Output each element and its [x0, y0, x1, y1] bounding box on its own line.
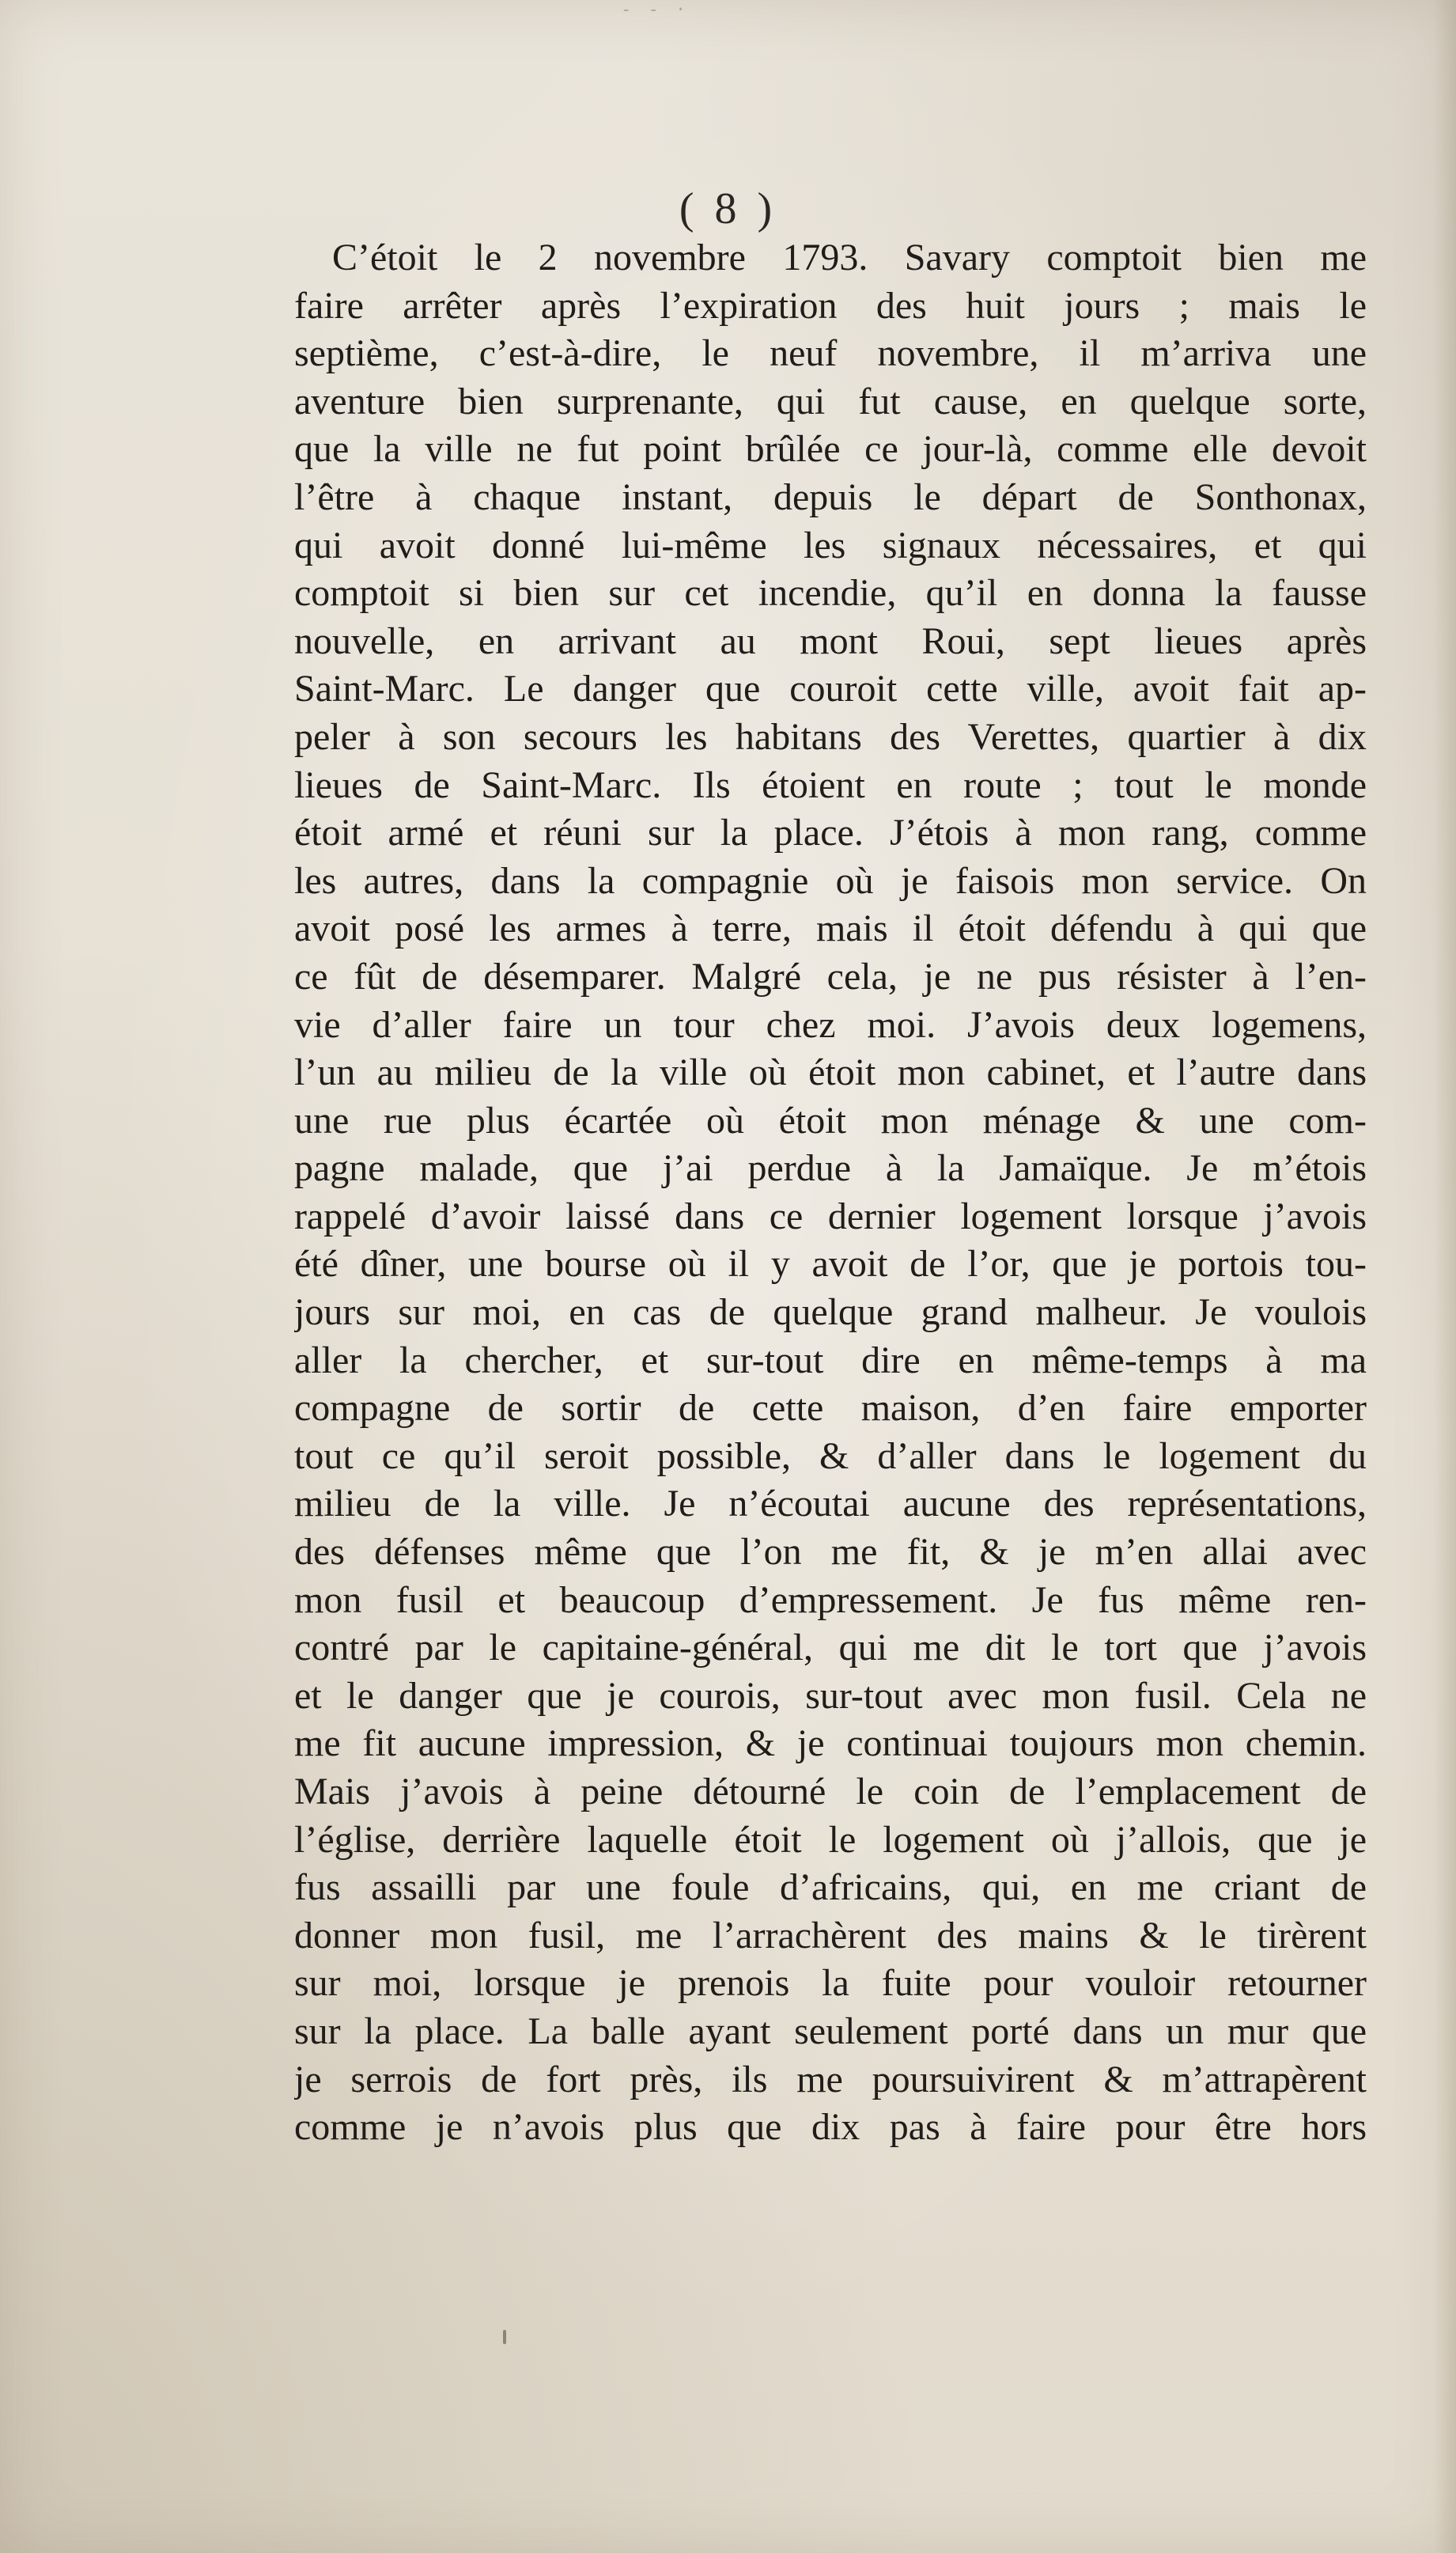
- ink-speck: [503, 2330, 506, 2344]
- text-line: peler à son secours les habitans des Verettes, quartier à dix: [294, 715, 1367, 758]
- text-line: compagne de sortir de cette maison, d’en faire emporter: [294, 1387, 1367, 1430]
- text-line: pagne malade, que j’ai perdue à la Jamaïque. Je m’étois: [294, 1147, 1367, 1190]
- text-line: lieues de Saint-Marc. Ils étoient en route ; tout le monde: [294, 763, 1367, 806]
- text-line: comme je n’avois plus que dix pas à faire pour être hors: [294, 2106, 1367, 2149]
- text-line: je serrois de fort près, ils me poursuivirent & m’attrapèrent: [294, 2058, 1367, 2100]
- text-line: avoit posé les armes à terre, mais il étoit défendu à qui que: [294, 907, 1367, 950]
- text-line: sur la place. La balle ayant seulement porté dans un mur que: [294, 2009, 1367, 2052]
- corner-ink-mark: - - ·: [621, 0, 690, 20]
- text-line: une rue plus écartée où étoit mon ménage & une com-: [294, 1099, 1367, 1142]
- page-number: ( 8 ): [679, 184, 777, 233]
- text-line: et le danger que je courois, sur-tout avec mon fusil. Cela ne: [294, 1674, 1367, 1717]
- text-line: mon fusil et beaucoup d’empressement. Je fus même ren-: [294, 1578, 1367, 1621]
- page-edge-shadow: [1434, 0, 1456, 2553]
- text-line: milieu de la ville. Je n’écoutai aucune des représentations,: [294, 1483, 1367, 1525]
- text-line: nouvelle, en arrivant au mont Roui, sept lieues après: [294, 619, 1367, 662]
- text-line: que la ville ne fut point brûlée ce jour-là, comme elle devoit: [294, 428, 1367, 471]
- text-line: aventure bien surprenante, qui fut cause, en quelque sorte,: [294, 380, 1367, 422]
- text-line: vie d’aller faire un tour chez moi. J’avois deux logemens,: [294, 1003, 1367, 1046]
- text-line: l’église, derrière laquelle étoit le logement où j’allois, que je: [294, 1818, 1367, 1861]
- text-line: rappelé d’avoir laissé dans ce dernier logement lorsque j’avois: [294, 1195, 1367, 1237]
- text-line: septième, c’est-à-dire, le neuf novembre, il m’arriva une: [294, 332, 1367, 375]
- text-line: l’être à chaque instant, depuis le départ de Sonthonax,: [294, 475, 1367, 518]
- text-line: C’étoit le 2 novembre 1793. Savary comptoit bien me: [332, 237, 1367, 278]
- text-line: l’un au milieu de la ville où étoit mon cabinet, et l’autre dans: [294, 1051, 1367, 1094]
- text-line: faire arrêter après l’expiration des huit jours ; mais le: [294, 284, 1367, 327]
- text-line: des défenses même que l’on me fit, & je m’en allai avec: [294, 1531, 1367, 1574]
- text-line: ce fût de désemparer. Malgré cela, je ne pus résister à l’en-: [294, 955, 1367, 998]
- body-text: [294, 234, 1367, 2152]
- text-line: comptoit si bien sur cet incendie, qu’il en donna la fausse: [294, 572, 1367, 615]
- text-line: contré par le capitaine-général, qui me dit le tort que j’avois: [294, 1627, 1367, 1669]
- text-line: qui avoit donné lui-même les signaux nécessaires, et qui: [294, 524, 1367, 566]
- text-line: aller la chercher, et sur-tout dire en même-temps à ma: [294, 1339, 1367, 1381]
- text-line: donner mon fusil, me l’arrachèrent des mains & le tirèrent: [294, 1914, 1367, 1956]
- text-line: Saint-Marc. Le danger que couroit cette ville, avoit fait ap-: [294, 668, 1367, 710]
- text-line: tout ce qu’il seroit possible, & d’aller dans le logement du: [294, 1434, 1367, 1477]
- text-line: été dîner, une bourse où il y avoit de l’or, que je portois tou-: [294, 1243, 1367, 1286]
- text-line: fus assailli par une foule d’africains, qui, en me criant de: [294, 1866, 1367, 1909]
- text-line: les autres, dans la compagnie où je faisois mon service. On: [294, 859, 1367, 902]
- text-line: sur moi, lorsque je prenois la fuite pour vouloir retourner: [294, 1962, 1367, 2005]
- text-line: Mais j’avois à peine détourné le coin de l’emplacement de: [294, 1771, 1367, 1812]
- text-line: jours sur moi, en cas de quelque grand malheur. Je voulois: [294, 1291, 1367, 1334]
- text-line: étoit armé et réuni sur la place. J’étois à mon rang, comme: [294, 812, 1367, 854]
- text-line: me fit aucune impression, & je continuai toujours mon chemin.: [294, 1722, 1367, 1765]
